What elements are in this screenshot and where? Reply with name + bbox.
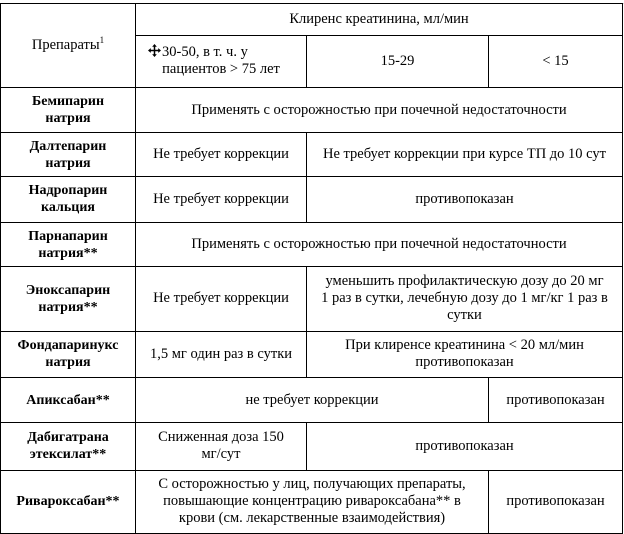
- recommendation-cell: Применять с осторожностью при почечной недостаточности: [136, 222, 623, 267]
- header-drugs-footnote: 1: [99, 35, 105, 46]
- recommendation-line1: уменьшить профилактическую дозу до 20 мг: [325, 273, 604, 290]
- recommendation-line3: сутки: [447, 307, 482, 324]
- recommendation-cell: противопоказан: [307, 176, 623, 222]
- drug-cell: [1, 133, 136, 177]
- drug-name-line1: Надропарин: [28, 183, 108, 199]
- header-clearance: Клиренс креатинина, мл/мин: [136, 4, 623, 36]
- drug-name-line1: Эноксапарин: [25, 282, 111, 298]
- recommendation-cell: Не требует коррекции: [136, 176, 307, 222]
- recommendation-cell: Не требует коррекции: [136, 267, 307, 331]
- drug-cell: [1, 267, 136, 331]
- recommendation-cell: Применять с осторожностью при почечной недостаточности: [136, 88, 623, 133]
- dosage-table: [0, 3, 623, 534]
- table-row: [1, 378, 623, 423]
- recommendation-cell: Не требует коррекции: [136, 133, 307, 177]
- recommendation-cell: противопоказан: [489, 378, 623, 423]
- recommendation-line2: повышающие концентрацию ривароксабана** в: [163, 493, 461, 510]
- drug-cell: [1, 423, 136, 471]
- header-col-30-50: [136, 35, 307, 88]
- recommendation-line1: Сниженная доза 150: [158, 429, 284, 446]
- drug-name-line1: Далтепарин: [29, 138, 107, 154]
- table-row: [1, 88, 623, 133]
- recommendation-line2: мг/сут: [201, 446, 241, 463]
- drug-cell: [1, 331, 136, 378]
- drug-name-line2: натрия: [45, 111, 91, 127]
- header-col-15-29: 15-29: [307, 35, 489, 88]
- drug-name-line1: Бемипарин: [31, 94, 105, 110]
- header-drugs-label: Препараты: [31, 37, 100, 54]
- recommendation-cell: противопоказан: [307, 423, 623, 471]
- table-row: [1, 133, 623, 177]
- table-row: [1, 331, 623, 378]
- move-handle-icon[interactable]: [148, 44, 161, 57]
- recommendation-cell: 1,5 мг один раз в сутки: [136, 331, 307, 378]
- drug-name-line1: Дабигатрана: [27, 430, 109, 446]
- table-row: [1, 267, 623, 331]
- table-row: [1, 222, 623, 267]
- recommendation-cell: [136, 423, 307, 471]
- header-col-lt15: < 15: [489, 35, 623, 88]
- recommendation-line3: крови (см. лекарственные взаимодействия): [178, 510, 446, 527]
- drug-cell: [1, 222, 136, 267]
- table-row: [1, 176, 623, 222]
- drug-name-line2: натрия**: [38, 299, 98, 315]
- drug-cell: [1, 176, 136, 222]
- drug-name-line2: натрия: [45, 355, 91, 371]
- table-header-row: [1, 4, 623, 36]
- header-drugs: [1, 4, 136, 88]
- recommendation-line1: При клиренсе креатинина < 20 мл/мин: [345, 337, 584, 354]
- recommendation-line2: 1 раз в сутки, лечебную дозу до 1 мг/кг 1 раз в: [321, 290, 608, 307]
- recommendation-cell: [307, 267, 623, 331]
- drug-name-line2: кальция: [41, 200, 95, 216]
- header-col-30-50-line2: пациентов > 75 лет: [162, 61, 280, 78]
- header-col-30-50-line1: 30-50, в т. ч. у: [162, 44, 248, 61]
- drug-cell: Ривароксабан**: [1, 470, 136, 533]
- drug-name-line2: этексилат**: [29, 447, 107, 463]
- table-row: [1, 423, 623, 471]
- table-row: [1, 470, 623, 533]
- recommendation-cell: противопоказан: [489, 470, 623, 533]
- drug-name-line2: натрия**: [38, 245, 98, 261]
- recommendation-cell: не требует коррекции: [136, 378, 489, 423]
- drug-name-line1: Фондапаринукс: [17, 338, 119, 354]
- recommendation-line2: противопоказан: [415, 354, 514, 371]
- drug-name-line2: натрия: [45, 155, 91, 171]
- recommendation-line1: С осторожностью у лиц, получающих препараты,: [158, 476, 466, 493]
- recommendation-cell: Не требует коррекции при курсе ТП до 10 сут: [307, 133, 623, 177]
- recommendation-cell: [307, 331, 623, 378]
- header-col-30-50-line1-wrap: [140, 44, 302, 61]
- drug-cell: Апиксабан**: [1, 378, 136, 423]
- recommendation-cell: [136, 470, 489, 533]
- drug-name-line1: Парнапарин: [28, 228, 108, 244]
- drug-cell: [1, 88, 136, 133]
